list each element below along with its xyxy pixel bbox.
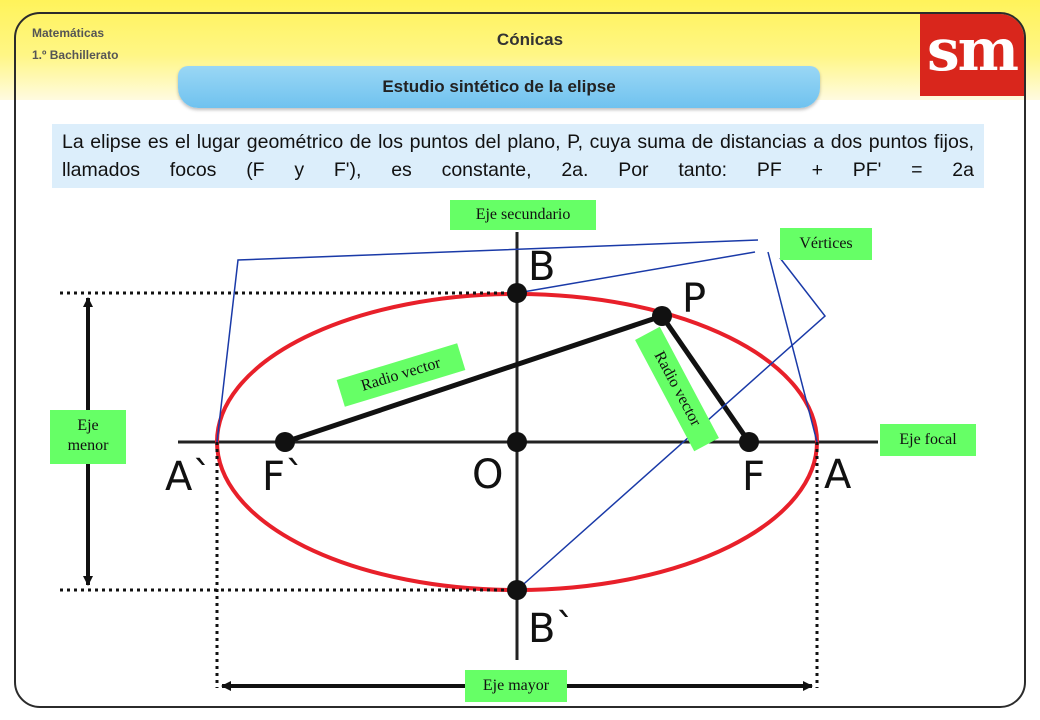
tag-eje-menor-line1: Eje [77, 417, 99, 434]
label-a-prime: A` [165, 454, 213, 500]
course-label: 1.º Bachillerato [32, 48, 119, 62]
label-p: P [682, 276, 707, 322]
tag-eje-focal: Eje focal [880, 424, 976, 456]
label-b: B [528, 244, 556, 290]
vertex-pointer-bprime [517, 258, 825, 590]
tag-eje-secundario: Eje secundario [450, 200, 596, 230]
point-b-prime [507, 580, 527, 600]
definition-text: La elipse es el lugar geométrico de los puntos del plano, P, cuya suma de distancias a dos puntos fijos, llamados focos (F y F'), es constante, 2a. Por tanto: PF + PF' = 2a [52, 124, 984, 188]
point-o [507, 432, 527, 452]
point-f-prime [275, 432, 295, 452]
subject-label: Matemáticas [32, 26, 105, 40]
point-f [739, 432, 759, 452]
label-o: O [472, 452, 504, 498]
logo-text: sm [926, 16, 1018, 84]
section-title: Estudio sintético de la elipse [178, 66, 820, 108]
tag-radio-vector-right: Radio vector [635, 327, 719, 451]
tag-vertices: Vértices [780, 228, 872, 260]
label-b-prime: B` [528, 606, 576, 652]
label-f: F [742, 454, 766, 500]
tag-radio-vector-left: Radio vector [337, 343, 466, 407]
tag-eje-mayor: Eje mayor [465, 670, 567, 702]
point-p [652, 306, 672, 326]
point-b [507, 283, 527, 303]
tag-eje-menor-line2: menor [67, 437, 109, 454]
tag-eje-menor [50, 410, 126, 464]
page-title: Cónicas [496, 30, 564, 49]
label-f-prime: F` [262, 454, 306, 500]
label-a: A [824, 452, 852, 498]
vertex-pointer-a [768, 252, 817, 442]
